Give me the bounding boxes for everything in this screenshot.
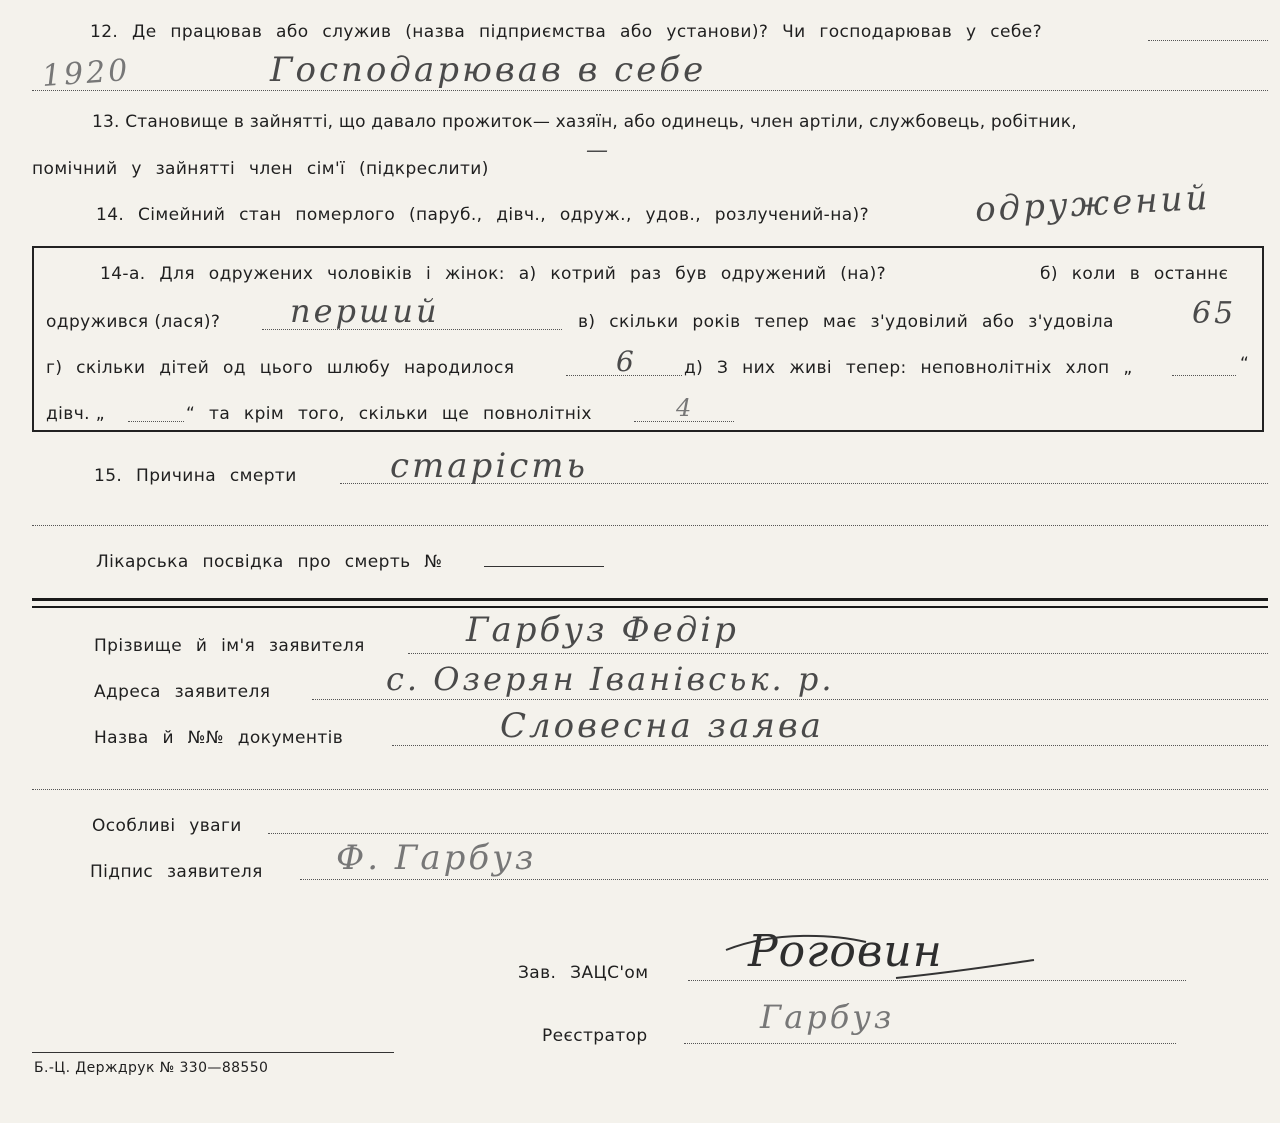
registrar-label: Реєстратор bbox=[542, 1026, 648, 1046]
medical-certificate-line bbox=[484, 566, 604, 567]
head-zags-label: Зав. ЗАЦС'ом bbox=[518, 963, 649, 983]
head-zags-signature-flourish bbox=[716, 920, 1046, 1000]
applicant-docs-value: Словесна заява bbox=[500, 706, 824, 746]
q12-margin-note: 1920 bbox=[40, 52, 132, 95]
q14a-line1b: б) коли в останнє bbox=[1040, 264, 1229, 284]
applicant-name-value: Гарбуз Федір bbox=[466, 610, 739, 650]
printer-imprint: Б.-Ц. Держдрук № 330—88550 bbox=[34, 1060, 269, 1076]
q12-answer: Господарював в себе bbox=[270, 50, 707, 90]
head-zags-signature: Роговин bbox=[748, 926, 943, 977]
q14a-line1a: 14-а. Для одружених чоловіків і жінок: а) котрий раз був одружений (на)? bbox=[100, 264, 887, 284]
q14a-line3a: г) скільки дітей од цього шлюбу народилося bbox=[46, 358, 515, 378]
q13-answer: — bbox=[586, 138, 611, 163]
q14a-line3c: “ bbox=[1240, 354, 1250, 374]
applicant-signature-label: Підпис заявителя bbox=[90, 862, 263, 882]
q15-answer: старість bbox=[390, 446, 588, 486]
applicant-docs-label: Назва й №№ документів bbox=[94, 728, 344, 748]
q12-question: 12. Де працював або служив (назва підприємства або установи)? Чи господарював у себе? bbox=[90, 22, 1042, 42]
applicant-address-dots bbox=[312, 699, 1268, 700]
registrar-signature: Гарбуз bbox=[760, 998, 895, 1036]
q14a-line4b: “ та крім того, скільки ще повнолітніх bbox=[186, 404, 592, 424]
q14a-answer-adults: 4 bbox=[676, 394, 695, 422]
special-notes-label: Особливі уваги bbox=[92, 816, 242, 836]
footer-rule bbox=[32, 1052, 394, 1053]
applicant-address-label: Адреса заявителя bbox=[94, 682, 271, 702]
section-rule-bottom bbox=[32, 606, 1268, 608]
q14a-line2b: в) скільки років тепер має з'удовілий або з'удовіла bbox=[578, 312, 1114, 332]
applicant-signature-dots bbox=[300, 879, 1268, 880]
special-notes-dots bbox=[268, 833, 1268, 834]
q12-answer-line bbox=[32, 90, 1268, 91]
q15-question: 15. Причина смерти bbox=[94, 466, 297, 486]
q13-line2: помічний у зайнятті член сім'ї (підкреслити) bbox=[32, 159, 489, 179]
q14a-answer-b: перший bbox=[290, 292, 440, 330]
q13-line1: 13. Становище в зайнятті, що давало прожиток— хазяїн, або одинець, член артіли, службовець, робітник, bbox=[92, 112, 1077, 132]
registrar-dots bbox=[684, 1043, 1176, 1044]
medical-certificate-label: Лікарська посвідка про смерть № bbox=[96, 552, 443, 572]
q12-dots bbox=[1148, 40, 1268, 41]
q14a-line4a: дівч. „ bbox=[46, 404, 105, 424]
applicant-signature-value: Ф. Гарбуз bbox=[336, 838, 537, 878]
q14a-line3b: д) З них живі тепер: неповнолітніх хлоп „ bbox=[684, 358, 1133, 378]
q14a-line2a: одружився (лася)? bbox=[46, 312, 221, 332]
section-rule-top bbox=[32, 598, 1268, 601]
applicant-docs-extra-line bbox=[32, 789, 1268, 790]
q14a-answer-g: 6 bbox=[616, 345, 637, 378]
q14a-boys-dots bbox=[1172, 375, 1236, 376]
q14-answer: одружений bbox=[974, 177, 1212, 231]
applicant-name-label: Прізвище й ім'я заявителя bbox=[94, 636, 365, 656]
applicant-name-dots bbox=[408, 653, 1268, 654]
q14a-answer-v: 65 bbox=[1192, 296, 1237, 331]
q15-extra-line bbox=[32, 525, 1268, 526]
applicant-address-value: с. Озерян Іванівськ. р. bbox=[386, 660, 835, 698]
q14-question: 14. Сімейний стан померлого (паруб., дівч., одруж., удов., розлучений-на)? bbox=[96, 205, 869, 225]
q14a-girls-dots bbox=[128, 421, 184, 422]
